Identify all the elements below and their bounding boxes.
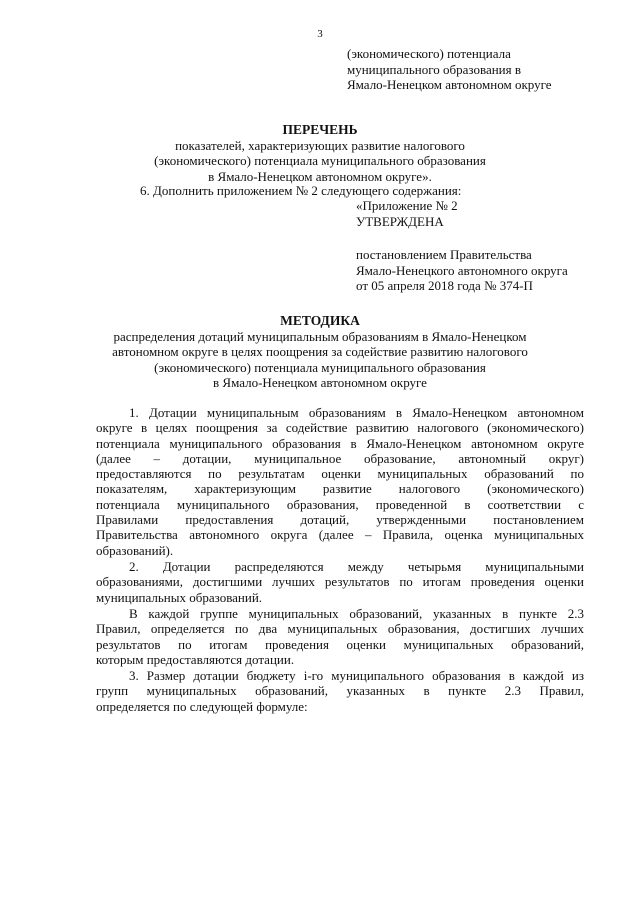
appendix-head-line: «Приложение № 2 (356, 198, 458, 213)
method-subtitle-line: автономном округе в целях поощрения за содействие развитию налогового (112, 344, 528, 359)
method-title: МЕТОДИКА (280, 313, 360, 328)
appendix-approval-line: постановлением Правительства (356, 247, 532, 262)
list-title: ПЕРЕЧЕНЬ (282, 122, 358, 137)
header-right-line: муниципального образования в (347, 61, 521, 77)
paragraph-line: Правил, определяется по два муниципальных образования, достигших лучших (96, 621, 584, 637)
list-subtitle-line: показателей, характеризующих развитие налогового (175, 137, 465, 153)
header-right-line: Ямало-Ненецком автономном округе (347, 77, 552, 92)
paragraph-line: 2. Дотации распределяются между четырьмя муниципальными (129, 559, 584, 574)
paragraph-line: результатов по итогам проведения оценки муниципальных образований, (96, 636, 584, 652)
list-subtitle-line: (экономического) потенциала муниципального образования (154, 153, 486, 168)
paragraph-line: округе в целях поощрения за содействие развитию налогового (экономического) (96, 420, 584, 436)
paragraph-line: 3. Размер дотации бюджету i-го муниципального образования в каждой из (129, 668, 584, 683)
method-subtitle-line: (экономического) потенциала муниципального образования (154, 359, 486, 375)
paragraph-line: муниципальных образований. (96, 589, 263, 605)
paragraph-line: определяется по следующей формуле: (96, 698, 308, 714)
paragraph-line: потенциала муниципального образования в Ямало-Ненецком автономном округе (96, 435, 584, 451)
paragraph-line: 1. Дотации муниципальным образованиям в Ямало-Ненецком автономном (129, 405, 584, 420)
appendix-head (356, 198, 458, 229)
paragraph-line: которым предоставляются дотации. (96, 651, 295, 667)
method-heading (60, 313, 580, 391)
paragraph-3 (96, 606, 584, 667)
paragraph-line: (далее – дотации, муниципальное образование, автономный округ) (96, 450, 584, 466)
method-subtitle-line: распределения дотаций муниципальным образованиям в Ямало-Ненецком (113, 328, 527, 344)
header-right-block (347, 46, 552, 93)
paragraph-line: предоставляются по результатам оценки муниципальных образований по (96, 466, 584, 482)
paragraph-1 (96, 405, 584, 558)
list-subtitle-line: в Ямало-Ненецком автономном округе». (208, 168, 432, 184)
method-subtitle-line: в Ямало-Ненецком автономном округе (213, 375, 427, 390)
paragraph-2 (96, 559, 584, 605)
paragraph-line: показателям, характеризующим развитие налогового (экономического) (96, 481, 584, 497)
appendix-head-line: УТВЕРЖДЕНА (356, 213, 444, 229)
paragraph-4 (96, 668, 584, 714)
header-right-line: (экономического) потенциала (347, 46, 511, 61)
page-number: 3 (317, 28, 323, 40)
item-6: 6. Дополнить приложением № 2 следующего содержания: (140, 183, 462, 198)
paragraph-line: образованиями, достигшими лучших результатов по итогам проведения оценки (96, 574, 584, 590)
paragraph-line: групп муниципальных образований, указанных в пункте 2.3 Правил, (96, 683, 584, 699)
paragraph-line: В каждой группе муниципальных образований, указанных в пункте 2.3 (129, 606, 584, 621)
paragraph-line: Правилами предоставления дотаций, утвержденными постановлением (96, 512, 584, 528)
appendix-approval-line: от 05 апреля 2018 года № 374-П (356, 278, 533, 293)
paragraph-line: потенциала муниципального образования, проведенной в соответствии с (96, 496, 584, 512)
appendix-approval-line: Ямало-Ненецкого автономного округа (356, 262, 568, 278)
list-heading (60, 122, 580, 184)
appendix-approval (356, 247, 568, 294)
paragraph-line: образований). (96, 542, 174, 558)
paragraph-line: Правительства автономного округа (далее – Правила, оценка муниципальных (96, 527, 584, 543)
